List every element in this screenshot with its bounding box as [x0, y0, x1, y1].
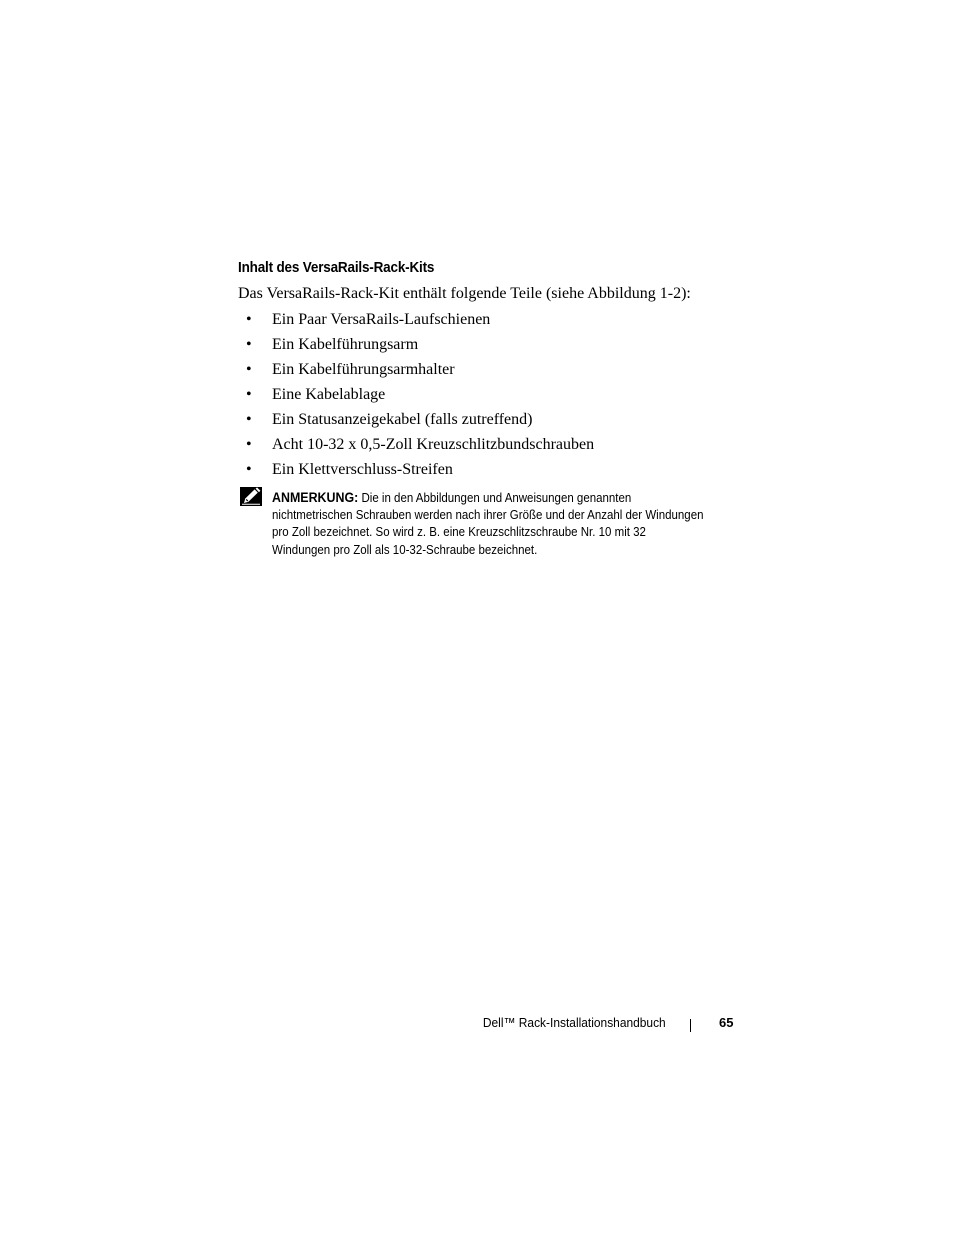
footer-separator — [690, 1019, 691, 1032]
bullet: • — [246, 386, 252, 403]
bullet: • — [246, 461, 252, 478]
page-footer — [0, 1015, 954, 1035]
list-item-text: Acht 10-32 x 0,5-Zoll Kreuzschlitzbundschrauben — [272, 436, 595, 453]
bullet: • — [246, 411, 252, 428]
pencil-note-icon — [240, 487, 262, 506]
page-number: 65 — [719, 1015, 734, 1030]
list-item-text: Ein Statusanzeigekabel (falls zutreffend) — [272, 411, 533, 428]
note-text — [272, 489, 704, 559]
note-body: Die in den Abbildungen und Anweisungen genannten nichtmetrischen Schrauben werden nach ihrer Größe und der Anzahl der Windungen pro Zoll bezeichnet. So wird z. B. eine Kreuzschlitzschraube Nr. 10 mit 32 Windungen pro Zoll als 10-32-Schraube bezeichnet. — [272, 491, 704, 557]
note-label: ANMERKUNG: — [272, 490, 359, 505]
list-item-text: Ein Klettverschluss-Streifen — [272, 461, 453, 478]
bullet: • — [246, 436, 252, 453]
list-item-text: Ein Kabelführungsarmhalter — [272, 361, 455, 378]
bullet: • — [246, 336, 252, 353]
bullet: • — [246, 311, 252, 328]
list-item-text: Eine Kabelablage — [272, 386, 386, 403]
list-item-text: Ein Paar VersaRails-Laufschienen — [272, 311, 491, 328]
section-title: Inhalt des VersaRails-Rack-Kits — [238, 259, 435, 276]
list-item-text: Ein Kabelführungsarm — [272, 336, 419, 353]
intro-paragraph: Das VersaRails-Rack-Kit enthält folgende Teile (siehe Abbildung 1-2): — [238, 285, 691, 302]
bullet: • — [246, 361, 252, 378]
footer-title: Dell™ Rack-Installationshandbuch — [483, 1015, 666, 1030]
